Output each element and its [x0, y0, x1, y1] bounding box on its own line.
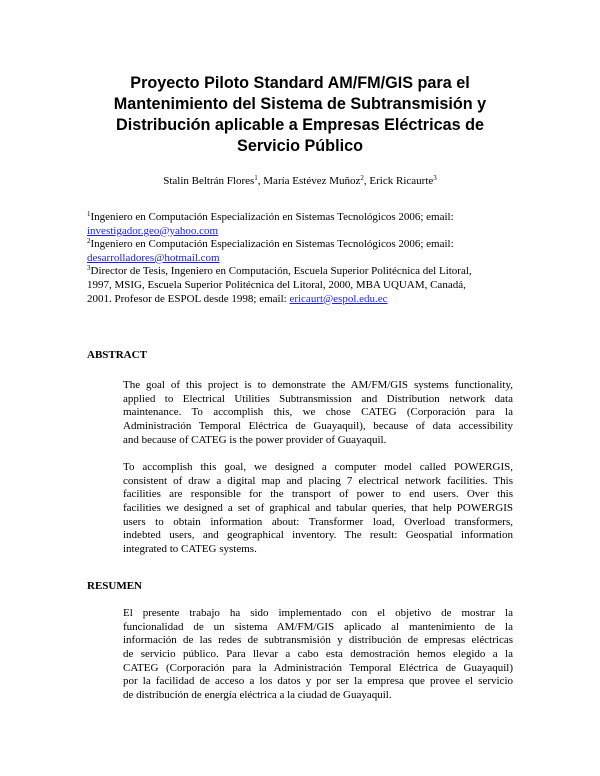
paragraph-line: Administración Temporal Eléctrica de Guayaquil), because of data accessibility [123, 419, 513, 432]
affiliation-text: Ingeniero en Computación Especialización en Sistemas Tecnológicos 2006; email: [90, 211, 454, 223]
affiliation-marker: 1 [87, 210, 91, 218]
author-name: Stalin Beltrán Flores [163, 175, 255, 187]
paragraph-line: The goal of this project is to demonstrate the AM/FM/GIS systems functionality, [123, 379, 513, 391]
email-link[interactable]: desarrolladores@hotmail.com [87, 251, 220, 264]
affiliations [87, 211, 527, 306]
email-link[interactable]: ericaurt@espol.edu.ec [289, 292, 388, 305]
affiliation-line [87, 265, 527, 279]
paragraph-line: de servicio público. Para llevar a cabo esta demostración hemos elegido a la [123, 647, 513, 660]
abstract-paragraph [123, 379, 513, 447]
paragraph-line: facilities are responsible for the transport of power to end users. Over this [123, 488, 513, 501]
author-list [0, 175, 600, 187]
affiliation-line [87, 293, 527, 307]
author-separator: , [257, 175, 264, 187]
paper-title [70, 73, 530, 157]
paragraph-line: integrated to CATEG systems. [123, 542, 257, 555]
affiliation-marker: 3 [87, 264, 91, 273]
paragraph-line: información de las redes de subtransmisión y distribución de empresas eléctricas [123, 634, 513, 647]
author-name: María Estévez Muñoz [263, 175, 361, 187]
paragraph-line: El presente trabajo ha sido implementado con el objetivo de mostrar la [123, 607, 513, 619]
affiliation-marker: 2 [87, 237, 91, 246]
affiliation-line [87, 225, 527, 239]
paragraph-line: applied to Electrical Utilities Subtransmission and Distribution network data [123, 392, 513, 405]
paragraph-line: indebted users, and geographical inventory. The result: Geospatial information [123, 529, 513, 542]
author-name: Erick Ricaurte [369, 175, 434, 187]
affiliation-text: 2001. Profesor de ESPOL desde 1998; email: [87, 292, 290, 305]
paragraph-line: To accomplish this goal, we designed a computer model called POWERGIS, [123, 461, 513, 473]
affiliation-line [87, 211, 527, 225]
affiliation-text: Director de Tesis, Ingeniero en Computación, Escuela Superior Politécnica del Litoral, [90, 265, 472, 278]
paragraph-line: and because of CATEG is the power provider of Guayaquil. [123, 433, 387, 446]
paragraph-line: funcionalidad de un sistema AM/FM/GIS aplicado al mantenimiento de la [123, 620, 513, 633]
affiliation-text: Ingeniero en Computación Especialización en Sistemas Tecnológicos 2006; email: [90, 238, 454, 251]
author-separator: , [363, 175, 370, 187]
paragraph-line: consistent of draw a digital map and placing 7 electrical network facilities. This [123, 474, 513, 487]
paragraph-line: maintenance. To accomplish this, we chose CATEG (Corporación para la [123, 406, 513, 419]
affiliation-line [87, 238, 527, 252]
abstract-paragraph [123, 461, 513, 557]
paragraph-line: CATEG (Corporación para la Administración Temporal Eléctrica de Guayaquil) [123, 661, 513, 674]
author-affiliation-marker: 3 [433, 174, 437, 182]
resumen-paragraph [123, 607, 513, 703]
affiliation-line: 1997, MSIG, Escuela Superior Politécnica del Litoral, 2000, MBA UQUAM, Canadá, [87, 278, 466, 291]
email-link[interactable]: investigador.geo@yahoo.com [87, 224, 219, 237]
title-line: Proyecto Piloto Standard AM/FM/GIS para el [130, 74, 470, 92]
abstract-heading: ABSTRACT [87, 349, 147, 361]
title-line: Distribución aplicable a Empresas Eléctricas de [116, 116, 484, 134]
paragraph-line: por la facilidad de acceso a los datos y por ser la empresa que provee el servicio [123, 675, 513, 688]
paragraph-line: users to obtain information about: Transformer load, Overload transformers, [123, 515, 513, 528]
paragraph-line: facilities we designed a set of graphical and tabular queries, that help POWERGIS [123, 501, 513, 514]
resumen-heading: RESUMEN [87, 580, 143, 592]
author-affiliation-marker: 1 [254, 174, 258, 182]
title-line: Servicio Público [237, 137, 363, 155]
affiliation-line [87, 252, 527, 266]
title-line: Mantenimiento del Sistema de Subtransmisión y [113, 95, 487, 113]
paragraph-line: de distribución de energía eléctrica a la ciudad de Guayaquil. [123, 688, 392, 701]
author-affiliation-marker: 2 [360, 174, 364, 182]
